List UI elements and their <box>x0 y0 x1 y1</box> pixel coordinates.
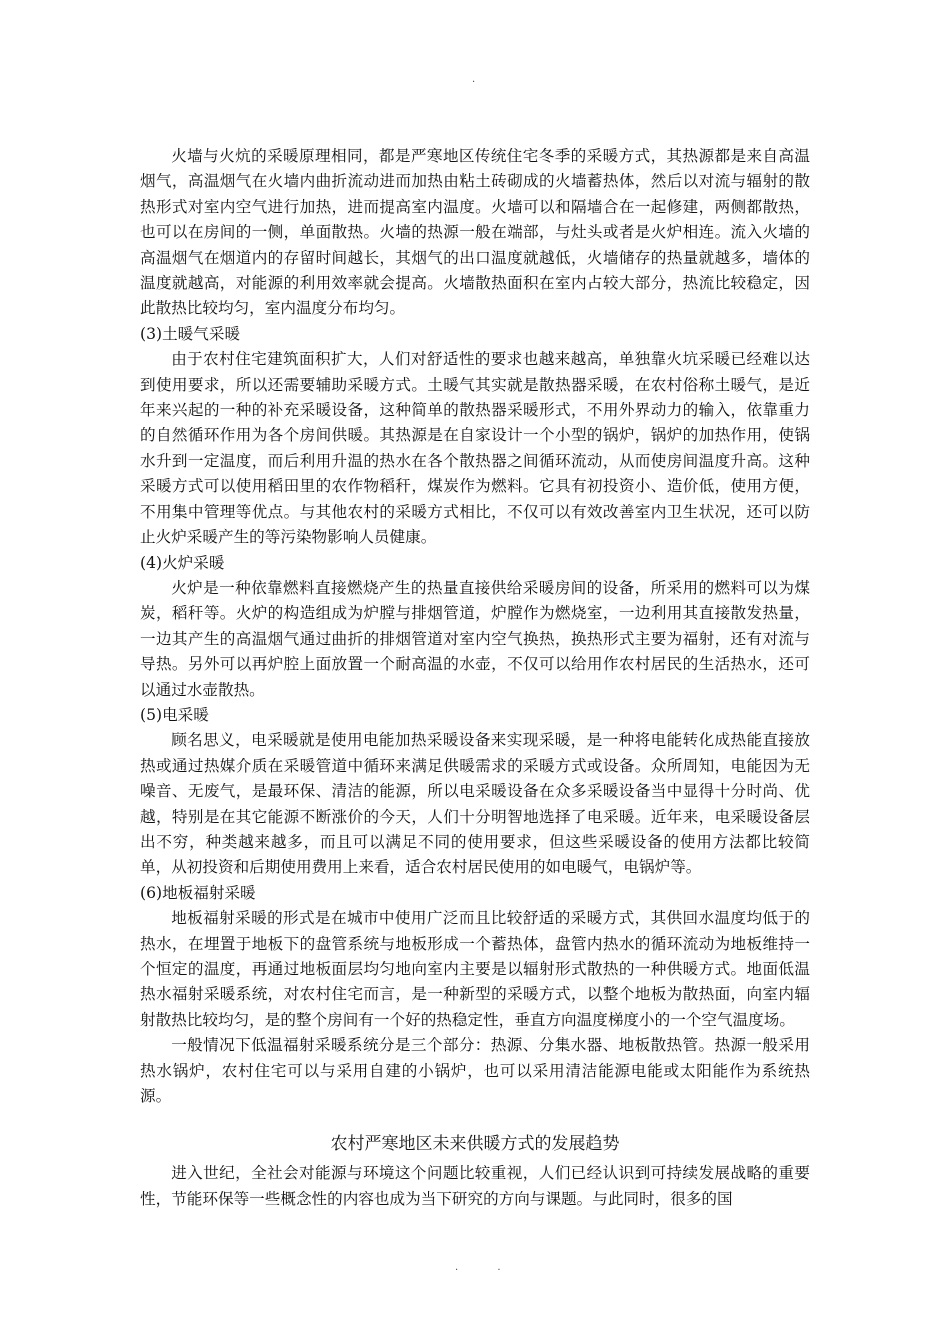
top-page-mark: . <box>472 74 476 85</box>
heading-stove-heating: (4)火炉采暖 <box>140 553 225 572</box>
paragraph-electric-heating: 顾名思义，电采暖就是使用电能加热采暖设备来实现采暖，是一种将电能转化成热能直接放热或通过热媒介质在采暖管道中循环来满足供暖需求的采暖方式或设备。众所周知，电能因为无噪音、无废气，是最环保、清洁的能源，所以电采暖设备在众多采暖设备当中显得十分时尚、优越，特别是在其它能源不断涨价的今天，人们十分明智地选择了电采暖。近年来，电采暖设备层出不穷，种类越来越多，而且可以满足不同的使用要求，但这些采暖设备的使用方法都比较简单，从初投资和后期使用费用上来看，适合农村居民使用的如电暖气，电锅炉等。 <box>140 731 810 877</box>
paragraph-earth-heating: 由于农村住宅建筑面积扩大，人们对舒适性的要求也越来越高，单独靠火坑采暖已经难以达到使用要求，所以还需要辅助采暖方式。土暖气其实就是散热器采暖，在农村俗称土暖气，是近年来兴起的一种的补充采暖设备，这种简单的散热器采暖形式，不用外界动力的输入，依靠重力的自然循环作用为各个房间供暖。其热源是在自家设计一个小型的锅炉，锅炉的加热作用，使锅水升到一定温度，而后利用升温的热水在各个散热器之间循环流动，从而使房间温度升高。这种采暖方式可以使用稻田里的农作物稻秆，煤炭作为燃料。它具有初投资小、造价低，使用方便，不用集中管理等优点。与其他农村的采暖方式相比，不仅可以有效改善室内卫生状况，还可以防止火炉采暖产生的等污染物影响人员健康。 <box>140 350 810 547</box>
paragraph-stove-heating: 火炉是一种依靠燃料直接燃烧产生的热量直接供给采暖房间的设备，所采用的燃料可以为煤炭，稻秆等。火炉的构造组成为炉膛与排烟管道，炉膛作为燃烧室，一边利用其直接散发热量，一边其产生的高温烟气通过曲折的排烟管道对室内空气换热，换热形式主要为福射，还有对流与导热。另外可以再炉腔上面放置一个耐高温的水壶，不仅可以给用作农村居民的生活热水，还可以通过水壶散热。 <box>140 578 810 699</box>
heading-floor-heating: (6)地板福射采暖 <box>140 883 256 902</box>
heading-earth-heating: (3)土暖气采暖 <box>140 324 241 343</box>
document-body <box>140 144 810 1212</box>
section-title: 农村严寒地区未来供暖方式的发展趋势 <box>330 1134 620 1155</box>
paragraph-floor-heating: 地板福射采暖的形式是在城市中使用广泛而且比较舒适的采暖方式，其供回水温度均低于的热水，在埋置于地板下的盘管系统与地板形成一个蓄热体，盘管内热水的循环流动为地板维持一个恒定的温度，再通过地板面层均匀地向室内主要是以辐射形式散热的一种供暖方式。地面低温热水福射采暖系统，对农村住宅而言，是一种新型的采暖方式，以整个地板为散热面，向室内辐射散热比较均匀，是的整个房间有一个好的热稳定性，垂直方向温度梯度小的一个空气温度场。 <box>140 909 810 1029</box>
heading-electric-heating: (5)电采暖 <box>140 705 209 724</box>
paragraph-floor-system: 一般情况下低温福射采暖系统分是三个部分：热源、分集水器、地板散热管。热源一般采用热水锅炉，农村住宅可以与采用自建的小锅炉，也可以采用清洁能源电能或太阳能作为系统热源。 <box>140 1036 810 1106</box>
paragraph-fire-wall: 火墙与火炕的采暖原理相同，都是严寒地区传统住宅冬季的采暖方式，其热源都是来自高温烟气，高温烟气在火墙内曲折流动进而加热由粘土砖砌成的火墙蓄热体，然后以对流与辐射的散热形式对室内空气进行加热，进而提高室内温度。火墙可以和隔墙合在一起修建，两侧都散热，也可以在房间的一侧，单面散热。火墙的热源一般在端部，与灶头或者是火炉相连。流入火墙的高温烟气在烟道内的存留时间越长，其烟气的出口温度就越低，火墙储存的热量就越多，墙体的温度就越高，对能源的利用效率就会提高。火墙散热面积在室内占较大部分，热流比较稳定，因此散热比较均匀，室内温度分布均匀。 <box>140 147 810 318</box>
paragraph-trend: 进入世纪，全社会对能源与环境这个问题比较重视，人们已经认识到可持续发展战略的重要性，节能环保等一些概念性的内容也成为当下研究的方向与课题。与此同时，很多的国 <box>140 1164 810 1208</box>
bottom-page-mark: . . <box>455 1262 519 1273</box>
